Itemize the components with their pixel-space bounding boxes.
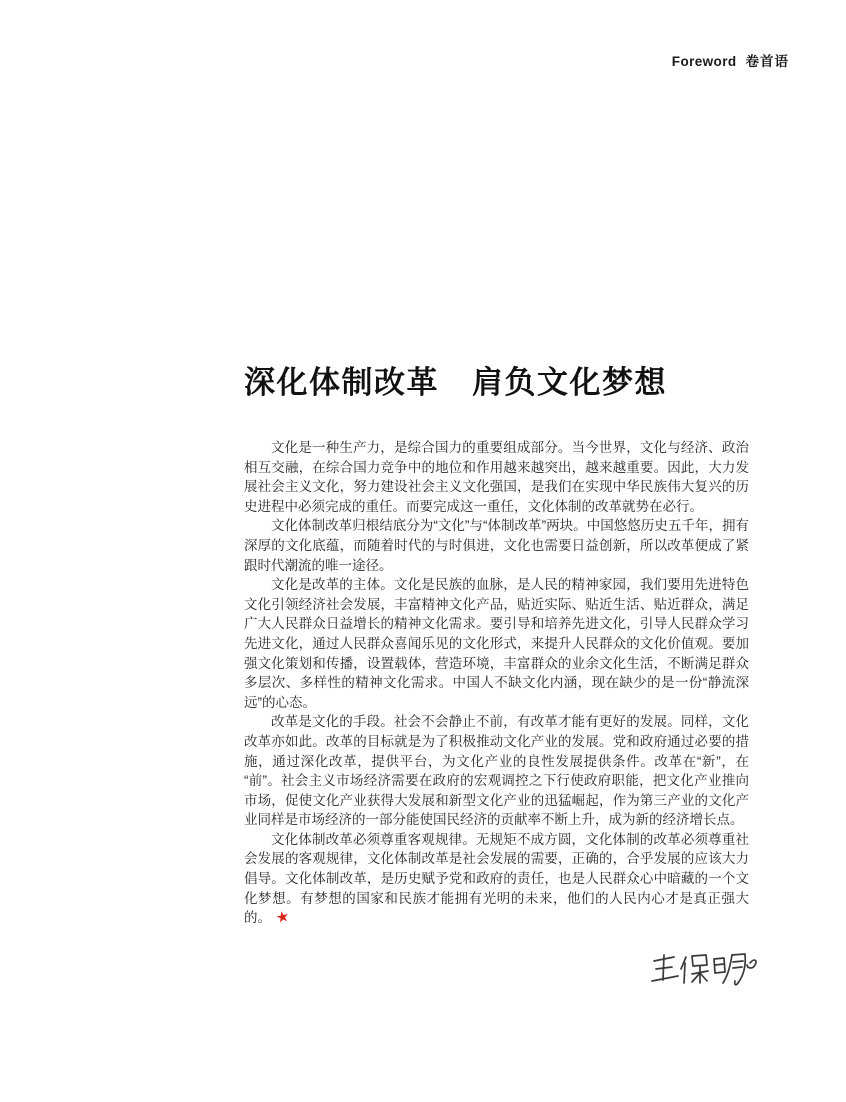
article-title-part1: 深化体制改革 xyxy=(244,365,439,400)
header-label-en: Foreword xyxy=(671,54,737,69)
article-title xyxy=(244,357,667,402)
header-label-zh: 卷首语 xyxy=(745,54,789,69)
paragraph-5 xyxy=(244,830,749,928)
paragraph-5-text: 文化体制改革必须尊重客观规律。无规矩不成方圆，文化体制的改革必须尊重社会发展的客观规律，文化体制改革是社会发展的需要，正确的，合乎发展的应该大力倡导。文化体制改革，是历史赋予党和政府的责任，也是人民群众心中暗藏的一个文化梦想。有梦想的国家和民族才能拥有光明的未来，他们的人民内心才是真正强大的。 xyxy=(244,831,749,926)
paragraph-2: 文化体制改革归根结底分为“文化”与“体制改革”两块。中国悠悠历史五千年，拥有深厚的文化底蕴，而随着时代的与时俱进，文化也需要日益创新，所以改革便成了紧跟时代潮流的唯一途径。 xyxy=(244,518,749,573)
paragraph-3: 文化是改革的主体。文化是民族的血脉，是人民的精神家园，我们要用先进特色文化引领经济社会发展，丰富精神文化产品，贴近实际、贴近生活、贴近群众，满足广大人民群众日益增长的精神文化需求。要引导和培养先进文化，引导人民群众学习先进文化，通过人民群众喜闻乐见的文化形式，来提升人民群众的文化价值观。要加强文化策划和传播，设置载体，营造环境，丰富群众的业余文化生活，不断满足群众多层次、多样性的精神文化需求。中国人不缺文化内涵，现在缺少的是一份“静流深远”的心态。 xyxy=(244,577,749,710)
author-signature xyxy=(647,946,769,1004)
paragraph-4: 改革是文化的手段。社会不会静止不前，有改革才能有更好的发展。同样，文化改革亦如此。改革的目标就是为了积极推动文化产业的发展。党和政府通过必要的措施，通过深化改革，提供平台，为文化产业的良性发展提供条件。改革在“新”，在“前”。社会主义市场经济需要在政府的宏观调控之下行使政府职能，把文化产业推向市场，促使文化产业获得大发展和新型文化产业的迅猛崛起，作为第三产业的文化产业同样是市场经济的一部分能使国民经济的贡献率不断上升，成为新的经济增长点。 xyxy=(244,714,749,828)
article-title-part2: 肩负文化梦想 xyxy=(472,365,667,400)
article-body xyxy=(244,438,749,928)
signature-handwriting-icon xyxy=(647,946,769,1004)
paragraph-1: 文化是一种生产力，是综合国力的重要组成部分。当今世界，文化与经济、政治相互交融，在综合国力竞争中的地位和作用越来越突出，越来越重要。因此，大力发展社会主义文化，努力建设社会主义文化强国，是我们在实现中华民族伟大复兴的历史进程中必须完成的重任。而要完成这一重任，文化体制的改革就势在必行。 xyxy=(244,440,749,514)
end-star-icon: ★ xyxy=(274,908,292,928)
page-header xyxy=(672,50,789,70)
